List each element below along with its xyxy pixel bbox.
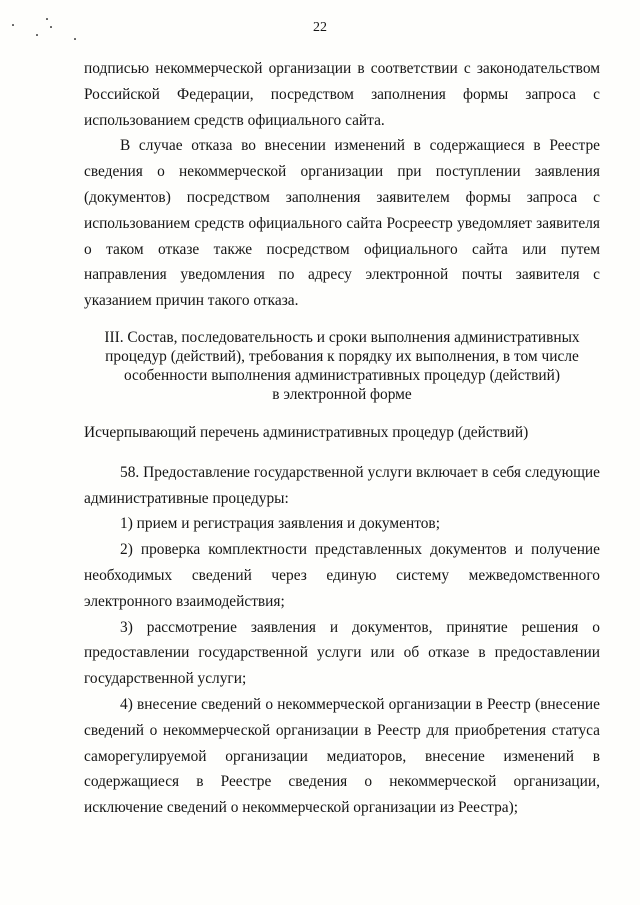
- refusal-paragraph: В случае отказа во внесении изменений в содержащиеся в Реестре сведения о некоммерческой организации при поступлении заявления (документов) посредством заполнения заявителем формы запроса с использованием средств официального сайта Росреестр уведомляет заявителя о таком отказе также посредством официального сайта или путем направления уведомления по адресу электронной почты заявителя с указанием причин такого отказа.: [84, 137, 600, 310]
- list-item: 1) прием и регистрация заявления и документов;: [120, 515, 440, 533]
- item-58-intro: 58. Предоставление государственной услуги включает в себя следующие административные процедуры:: [84, 463, 600, 507]
- list-item: 2) проверка комплектности представленных документов и получение необходимых сведений через единую систему межведомственного электронного взаимодействия;: [84, 541, 600, 610]
- section-heading-line: особенности выполнения административных процедур (действий): [123, 366, 561, 384]
- section-heading-line: в электронной форме: [272, 385, 412, 403]
- list-item: 3) рассмотрение заявления и документов, принятие решения о предоставлении государственной услуги или об отказе в предоставлении государственной услуги;: [84, 618, 600, 688]
- section-heading-line: III. Состав, последовательность и сроки выполнения административных: [104, 328, 580, 346]
- document-body: [84, 56, 600, 821]
- list-item: 4) внесение сведений о некоммерческой организации в Реестр (внесение сведений о некоммерческой организации в Реестр для приобретения статуса саморегулируемой организации медиаторов, внесение изменений в содержащиеся в Реестре сведения о некоммерческой организации, исключение сведений о некоммерческой организации из Реестра);: [84, 695, 600, 817]
- subheading: Исчерпывающий перечень административных процедур (действий): [84, 423, 529, 441]
- continuation-paragraph: подписью некоммерческой организации в соответствии с законодательством Российской Федерации, посредством заполнения формы запроса с использованием средств официального сайта.: [84, 60, 600, 129]
- page-number: 22: [313, 20, 327, 35]
- section-heading: [84, 328, 600, 404]
- section-heading-line: процедур (действий), требования к порядку их выполнения, в том числе: [105, 347, 579, 365]
